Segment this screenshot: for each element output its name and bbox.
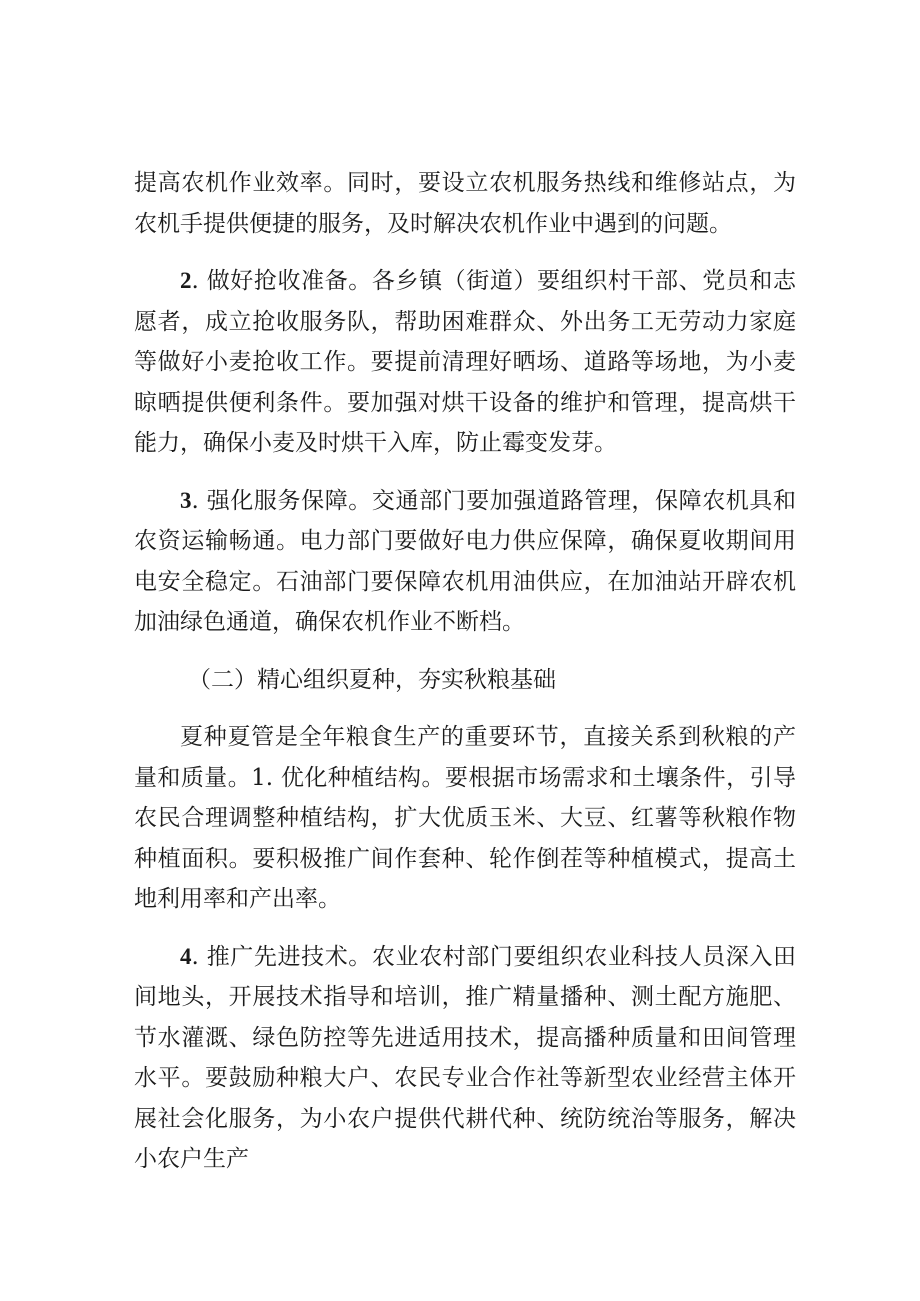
paragraph-text: 提高农机作业效率。同时，要设立农机服务热线和维修站点，为农机手提供便捷的服务，及时解决农机作业中遇到的问题。 [134,170,796,237]
item-number: 2 [180,268,192,293]
heading-text: （二）精心组织夏种，夯实秋粮基础 [188,666,556,693]
document-body [134,163,796,1197]
paragraph-text: . 强化服务保障。交通部门要加强道路管理，保障农机具和农资运输畅通。电力部门要做好电力供应保障，确保夏收期间用电安全稳定。石油部门要保障农机用油供应，在加油站开辟农机加油绿色通道，确保农机作业不断档。 [134,487,796,635]
item-number: 3 [180,487,192,513]
paragraph-service-support [134,481,796,643]
section-heading [134,660,796,701]
paragraph-text: 夏种夏管是全年粮食生产的重要环节，直接关系到秋粮的产量和质量。1. 优化种植结构。要根据市场需求和土壤条件，引导农民合理调整种植结构，扩大优质玉米、大豆、红薯等秋粮作物种植面积。要积极推广间作套种、轮作倒茬等种植模式，提高土地利用率和产出率。 [134,724,796,912]
paragraph-continued [134,163,796,244]
paragraph-text: . 做好抢收准备。各乡镇（街道）要组织村干部、党员和志愿者，成立抢收服务队，帮助困难群众、外出务工无劳动力家庭等做好小麦抢收工作。要提前清理好晒场、道路等场地，为小麦晾晒提供便利条件。要加强对烘干设备的维护和管理，提高烘干能力，确保小麦及时烘干入库，防止霉变发芽。 [134,268,796,456]
item-number: 4 [180,943,192,969]
paragraph-harvest-prep [134,261,796,464]
paragraph-summer-planting [134,717,796,920]
paragraph-text: . 推广先进技术。农业农村部门要组织农业科技人员深入田间地头，开展技术指导和培训，推广精量播种、测土配方施肥、节水灌溉、绿色防控等先进适用技术，提高播种质量和田间管理水平。要鼓励种粮大户、农民专业合作社等新型农业经营主体开展社会化服务，为小农户提供代耕代种、统防统治等服务，解决小农户生产 [134,943,796,1172]
paragraph-advanced-tech [134,937,796,1180]
